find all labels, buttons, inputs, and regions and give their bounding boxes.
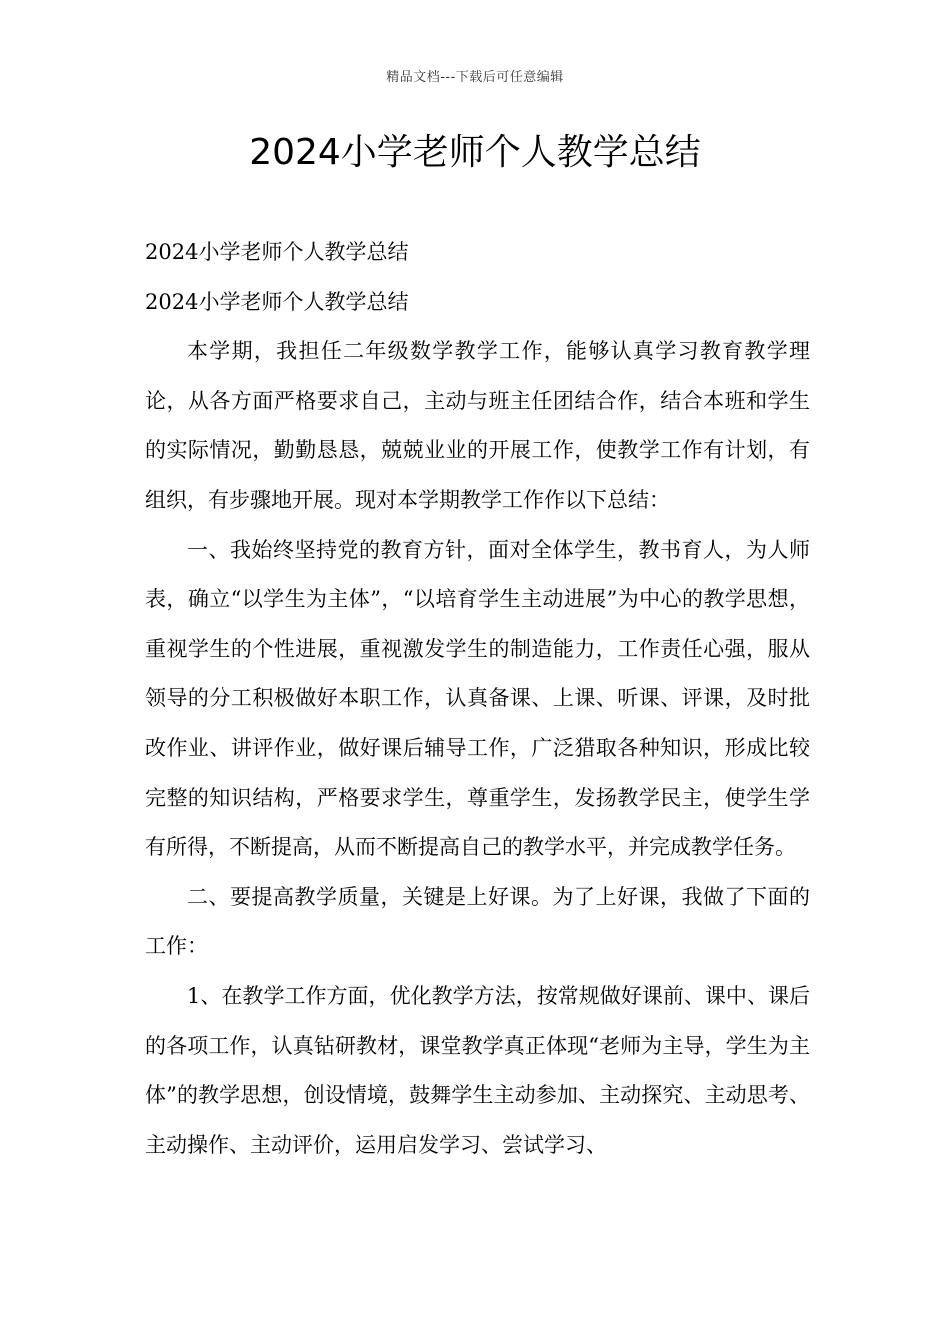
- paragraph: 1、在教学工作方面，优化教学方法，按常规做好课前、课中、课后的各项工作，认真钻研教材，课堂教学真正体现“老师为主导，学生为主体”的教学思想，创设情境，鼓舞学生主动参加、主动探究、主动思考、主动操作、主动评价，运用启发学习、尝试学习、: [145, 983, 810, 1157]
- document-title: 2024小学老师个人教学总结: [249, 132, 701, 173]
- paragraph: 一、我始终坚持党的教育方针，面对全体学生，教书育人，为人师表，确立“以学生为主体”，“以培育学生主动进展”为中心的教学思想，重视学生的个性进展，重视激发学生的制造能力，工作责任心强，服从领导的分工积极做好本职工作，认真备课、上课、听课、评课，及时批改作业、讲评作业，做好课后辅导工作，广泛猎取各种知识，形成比较完整的知识结构，严格要求学生，尊重学生，发扬教学民主，使学生学有所得，不断提高，从而不断提高自己的教学水平，并完成教学任务。: [145, 537, 810, 860]
- paragraph: 2024小学老师个人教学总结: [145, 289, 409, 314]
- paragraph: 本学期，我担任二年级数学教学工作，能够认真学习教育教学理论，从各方面严格要求自己，主动与班主任团结合作，结合本班和学生的实际情况，勤勤恳恳，兢兢业业的开展工作，使教学工作有计划，有组织，有步骤地开展。现对本学期教学工作作以下总结：: [145, 339, 810, 512]
- paragraph: 二、要提高教学质量，关键是上好课。为了上好课，我做了下面的工作：: [145, 884, 810, 959]
- paragraph: 2024小学老师个人教学总结: [145, 240, 409, 264]
- document-body: [145, 228, 810, 1170]
- header-note: 精品文档---下载后可任意编辑: [386, 70, 564, 85]
